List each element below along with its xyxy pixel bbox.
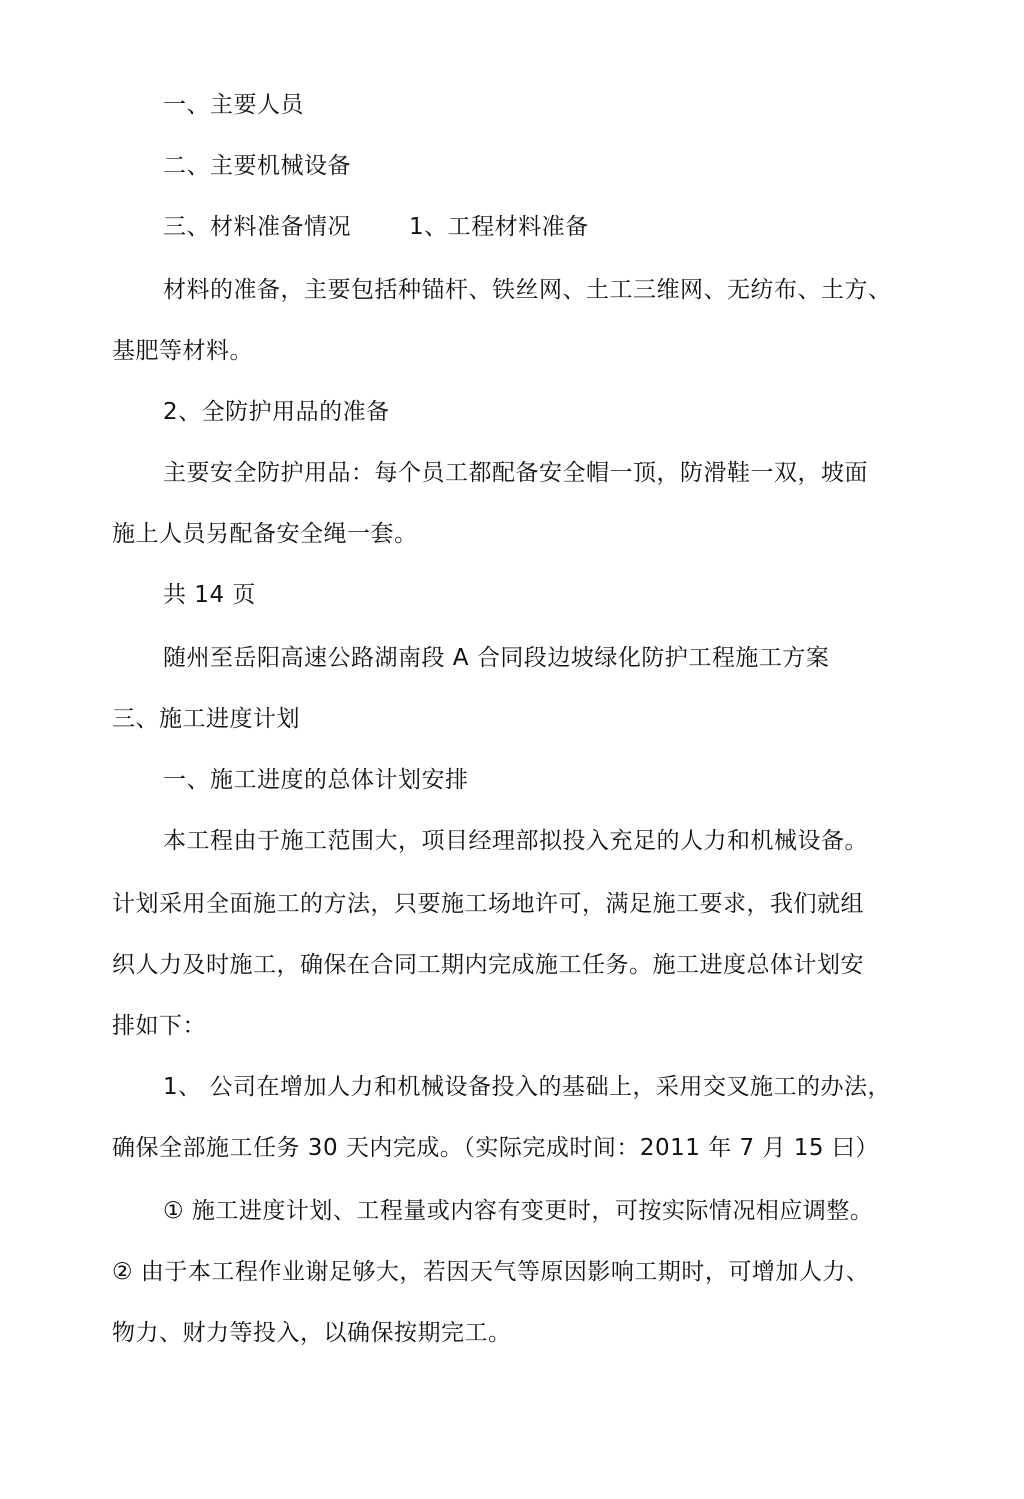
text-line-4: 材料的准备，主要包括种锚杆、铁丝网、土工三维网、无纺布、土方、: [163, 277, 892, 303]
text-line-19: ① 施工进度计划、工程量或内容有变更时，可按实际情况相应调整。: [163, 1198, 874, 1224]
text-line-6: 2、全防护用品的准备: [163, 399, 390, 425]
text-line-16: 排如下：: [112, 1013, 206, 1039]
text-line-14: 计划采用全面施工的方法，只要施工场地许可，满足施工要求，我们就组: [112, 891, 864, 917]
text-line-21: 物力、财力等投入，以确保按期完工。: [112, 1320, 512, 1346]
text-line-15: 织人力及时施工，确保在合同工期内完成施工任务。施工进度总体计划安: [112, 952, 864, 978]
text-line-8: 施上人员另配备安全绳一套。: [112, 521, 418, 547]
text-line-17: 1、 公司在增加人力和机械设备投入的基础上，采用交叉施工的办法，: [163, 1074, 891, 1100]
document-title: 随州至岳阳高速公路湖南段 A 合同段边坡绿化防护工程施工方案: [163, 645, 830, 671]
text-line-20: ② 由于本工程作业谢足够大，若因天气等原因影响工期时，可增加人力、: [112, 1259, 870, 1285]
text-line-18: 确保全部施工任务 30 天内完成。（实际完成时间：2011 年 7 月 15 曰）: [112, 1135, 879, 1161]
text-line-3b: 1、工程材料准备: [409, 214, 589, 240]
text-line-3a: 三、材料准备情况: [163, 214, 351, 240]
page-count: 共 14 页: [163, 582, 256, 608]
text-line-3: [163, 212, 589, 242]
text-line-5: 基肥等材料。: [112, 338, 253, 364]
subsection-heading: 一、施工进度的总体计划安排: [163, 767, 469, 793]
text-line-1: 一、主要人员: [163, 92, 304, 118]
text-line-2: 二、主要机械设备: [163, 153, 351, 179]
text-line-7: 主要安全防护用品：每个员工都配备安全帽一顶，防滑鞋一双，坡面: [163, 460, 868, 486]
section-heading: 三、施工进度计划: [112, 706, 300, 732]
text-line-13: 本工程由于施工范围大，项目经理部拟投入充足的人力和机械设备。: [163, 828, 868, 854]
